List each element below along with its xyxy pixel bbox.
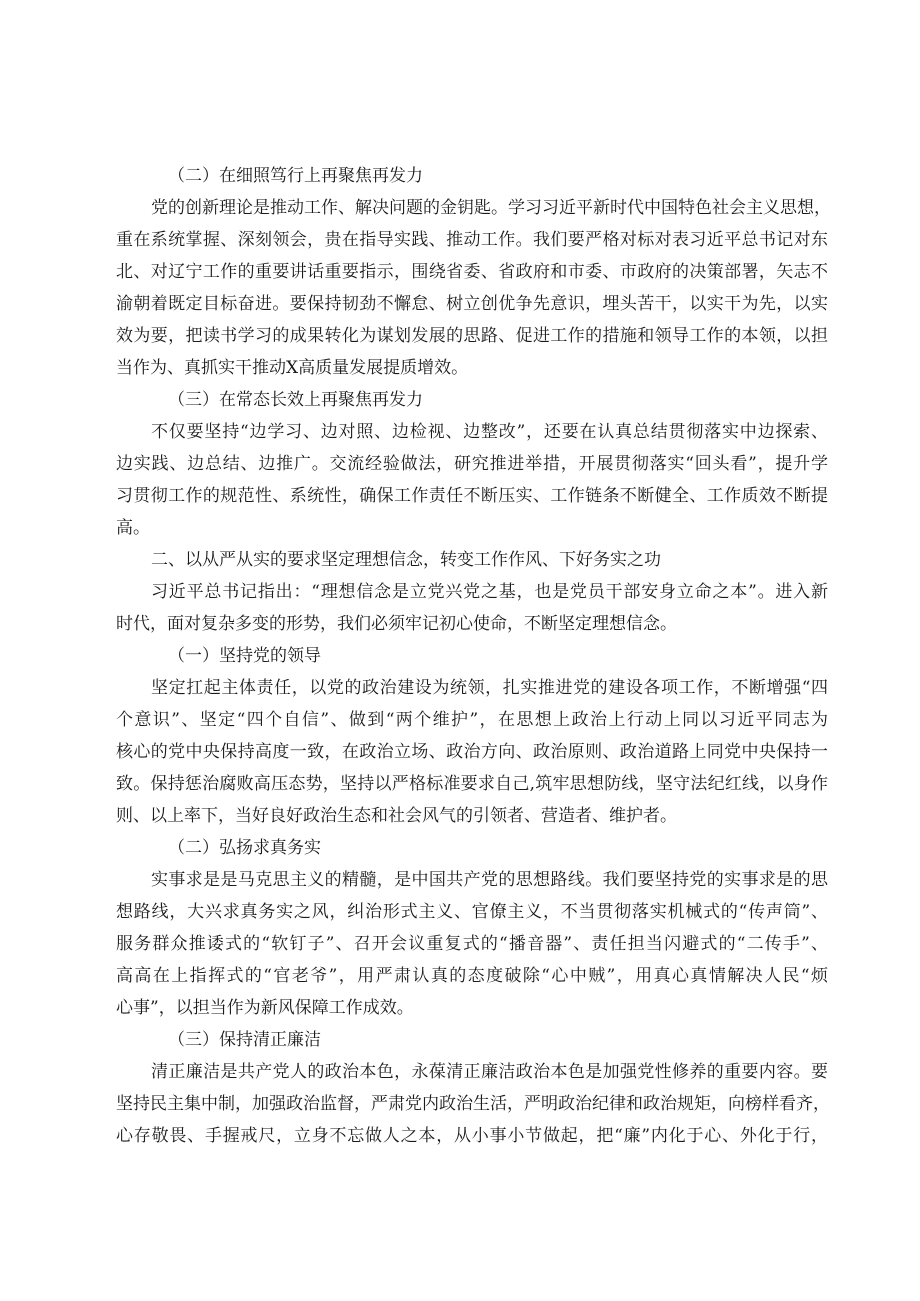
paragraph-line: 效为要，把读书学习的成果转化为谋划发展的思路、促进工作的措施和领导工作的本领，以担 bbox=[116, 326, 828, 346]
paragraph-line: 清正廉洁是共产党人的政治本色，永葆清正廉洁政治本色是加强党性修养的重要内容。要 bbox=[151, 1062, 828, 1082]
paragraph-line: 心存敬畏、手握戒尺，立身不忘做人之本，从小事小节做起，把“廉”内化于心、外化于行， bbox=[116, 1126, 828, 1146]
paragraph-line: 想路线，大兴求真务实之风，纠治形式主义、官僚主义，不当贯彻落实机械式的“传声筒”、 bbox=[116, 902, 828, 922]
paragraph-line: 习近平总书记指出：“理想信念是立党兴党之基，也是党员干部安身立命之本”。进入新 bbox=[151, 582, 828, 602]
paragraph-line: 重在系统掌握、深刻领会，贵在指导实践、推动工作。我们要严格对标对表习近平总书记对东 bbox=[116, 230, 828, 250]
section-heading: （一）坚持党的领导 bbox=[168, 646, 321, 666]
paragraph-line: 心事”，以担当作为新风保障工作成效。 bbox=[116, 998, 414, 1018]
paragraph-line: 渝朝着既定目标奋进。要保持韧劲不懈怠、树立创优争先意识，埋头苦干，以实干为先，以实 bbox=[116, 294, 828, 314]
paragraph-line: 个意识”、坚定“四个自信”、做到“两个维护”，在思想上政治上行动上同以习近平同志为 bbox=[116, 710, 828, 730]
paragraph-line: 服务群众推诿式的“软钉子”、召开会议重复式的“播音器”、责任担当闪避式的“二传手”、 bbox=[116, 934, 828, 954]
paragraph-line: 边实践、边总结、边推广。交流经验做法，研究推进举措，开展贯彻落实“回头看”，提升学 bbox=[116, 454, 828, 474]
paragraph-line: 高。 bbox=[116, 518, 150, 538]
paragraph-line: 党的创新理论是推动工作、解决问题的金钥匙。学习习近平新时代中国特色社会主义思想， bbox=[151, 198, 831, 218]
paragraph-line: 坚定扛起主体责任，以党的政治建设为统领，扎实推进党的建设各项工作，不断增强“四 bbox=[151, 678, 828, 698]
paragraph-line: 高高在上指挥式的“官老爷”，用严肃认真的态度破除“心中贼”，用真心真情解决人民“烦 bbox=[116, 966, 828, 986]
document-page bbox=[116, 160, 831, 1152]
paragraph-line: 不仅要坚持“边学习、边对照、边检视、边整改”，还要在认真总结贯彻落实中边探索、 bbox=[151, 422, 828, 442]
paragraph-line: 核心的党中央保持高度一致，在政治立场、政治方向、政治原则、政治道路上同党中央保持一 bbox=[116, 742, 828, 762]
paragraph-line: 实事求是是马克思主义的精髓，是中国共产党的思想路线。我们要坚持党的实事求是的思 bbox=[151, 870, 828, 890]
paragraph-line: 时代，面对复杂多变的形势，我们必须牢记初心使命，不断坚定理想信念。 bbox=[116, 614, 677, 634]
section-heading: （三）在常态长效上再聚焦再发力 bbox=[168, 390, 423, 410]
paragraph-line: 致。保持惩治腐败高压态势，坚持以严格标准要求自己,筑牢思想防线，坚守法纪红线，以身作 bbox=[116, 774, 828, 794]
section-heading: 二、以从严从实的要求坚定理想信念，转变工作作风、下好务实之功 bbox=[151, 550, 661, 570]
section-heading: （二）在细照笃行上再聚焦再发力 bbox=[168, 166, 423, 186]
section-heading: （三）保持清正廉洁 bbox=[168, 1030, 321, 1050]
paragraph-line: 北、对辽宁工作的重要讲话重要指示，围绕省委、省政府和市委、市政府的决策部署，矢志不 bbox=[116, 262, 828, 282]
paragraph-line: 则、以上率下，当好良好政治生态和社会风气的引领者、营造者、维护者。 bbox=[116, 806, 677, 826]
paragraph-line: 坚持民主集中制，加强政治监督，严肃党内政治生活，严明政治纪律和政治规矩，向榜样看齐， bbox=[116, 1094, 830, 1114]
section-heading: （二）弘扬求真务实 bbox=[168, 838, 321, 858]
paragraph-line: 当作为、真抓实干推动X高质量发展提质增效。 bbox=[116, 358, 469, 378]
paragraph-line: 习贯彻工作的规范性、系统性，确保工作责任不断压实、工作链条不断健全、工作质效不断提 bbox=[116, 486, 828, 506]
